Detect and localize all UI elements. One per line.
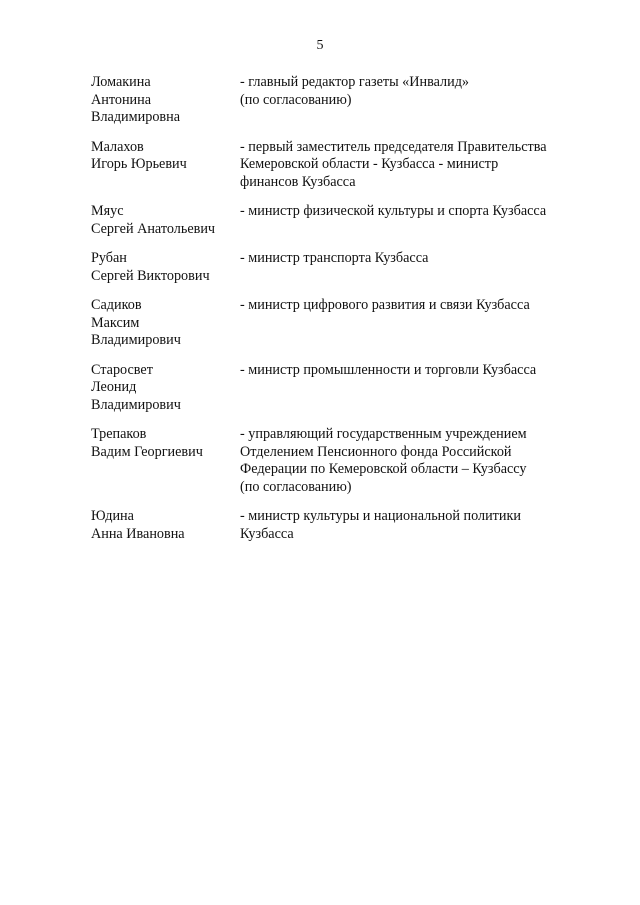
role-line: Отделением Пенсионного фонда Российской — [240, 443, 512, 460]
name-line: Юдина — [91, 508, 134, 524]
name-line: Мяус — [91, 203, 124, 219]
name-line: Сергей Викторович — [91, 267, 210, 284]
name-line: Садиков — [91, 297, 142, 313]
role-line: - министр промышленности и торговли Кузбасса — [240, 361, 537, 378]
page-number: 5 — [316, 38, 324, 53]
name-line: Владимировна — [91, 109, 180, 125]
member-role — [240, 362, 591, 380]
name-line: Вадим Георгиевич — [91, 443, 203, 460]
role-line: Кузбасса — [240, 525, 294, 542]
name-line: Сергей Анатольевич — [91, 220, 216, 237]
role-line: (по согласованию) — [240, 91, 352, 108]
member-name — [91, 74, 240, 127]
member-entry-trepakov — [91, 426, 591, 496]
role-line: - министр транспорта Кузбасса — [240, 250, 429, 266]
role-line: - главный редактор газеты «Инвалид» — [240, 74, 470, 90]
role-line: Кемеровской области - Кузбасса - министр — [240, 156, 499, 172]
member-role — [240, 203, 591, 221]
member-name — [91, 250, 240, 285]
name-line: Трепаков — [91, 426, 147, 442]
name-line: Антонина — [91, 91, 152, 108]
member-entry-malakhov — [91, 139, 591, 192]
member-role — [240, 508, 591, 543]
name-line: Старосвет — [91, 361, 153, 378]
member-entry-starosvet — [91, 362, 591, 415]
role-line: - министр физической культуры и спорта Кузбасса — [240, 203, 547, 219]
member-role — [240, 426, 591, 496]
member-role — [240, 139, 591, 192]
member-name — [91, 297, 240, 350]
member-name — [91, 508, 240, 543]
role-line: Федерации по Кемеровской области – Кузбассу — [240, 461, 527, 477]
name-line: Игорь Юрьевич — [91, 156, 187, 172]
role-line: финансов Кузбасса — [240, 173, 356, 190]
member-entry-lomakina — [91, 74, 591, 127]
role-line: - министр цифрового развития и связи Кузбасса — [240, 297, 530, 313]
member-role — [240, 297, 591, 315]
role-line: - первый заместитель председателя Правительства — [240, 138, 547, 155]
name-line: Владимирович — [91, 396, 181, 413]
role-line: - министр культуры и национальной политики — [240, 508, 521, 524]
member-entry-myaus — [91, 203, 591, 238]
member-list — [91, 74, 591, 543]
name-line: Анна Ивановна — [91, 525, 185, 542]
name-line: Рубан — [91, 250, 127, 266]
role-line: - управляющий государственным учреждением — [240, 426, 527, 442]
name-line: Ломакина — [91, 74, 151, 90]
name-line: Леонид — [91, 379, 137, 395]
member-entry-yudina — [91, 508, 591, 543]
member-entry-ruban — [91, 250, 591, 285]
member-name — [91, 203, 240, 238]
member-name — [91, 426, 240, 461]
member-entry-sadikov — [91, 297, 591, 350]
name-line: Малахов — [91, 138, 144, 155]
member-role — [240, 74, 591, 109]
member-role — [240, 250, 591, 268]
role-line: (по согласованию) — [240, 478, 352, 495]
name-line: Максим — [91, 314, 140, 331]
member-name — [91, 362, 240, 415]
name-line: Владимирович — [91, 332, 181, 348]
member-name — [91, 139, 240, 174]
